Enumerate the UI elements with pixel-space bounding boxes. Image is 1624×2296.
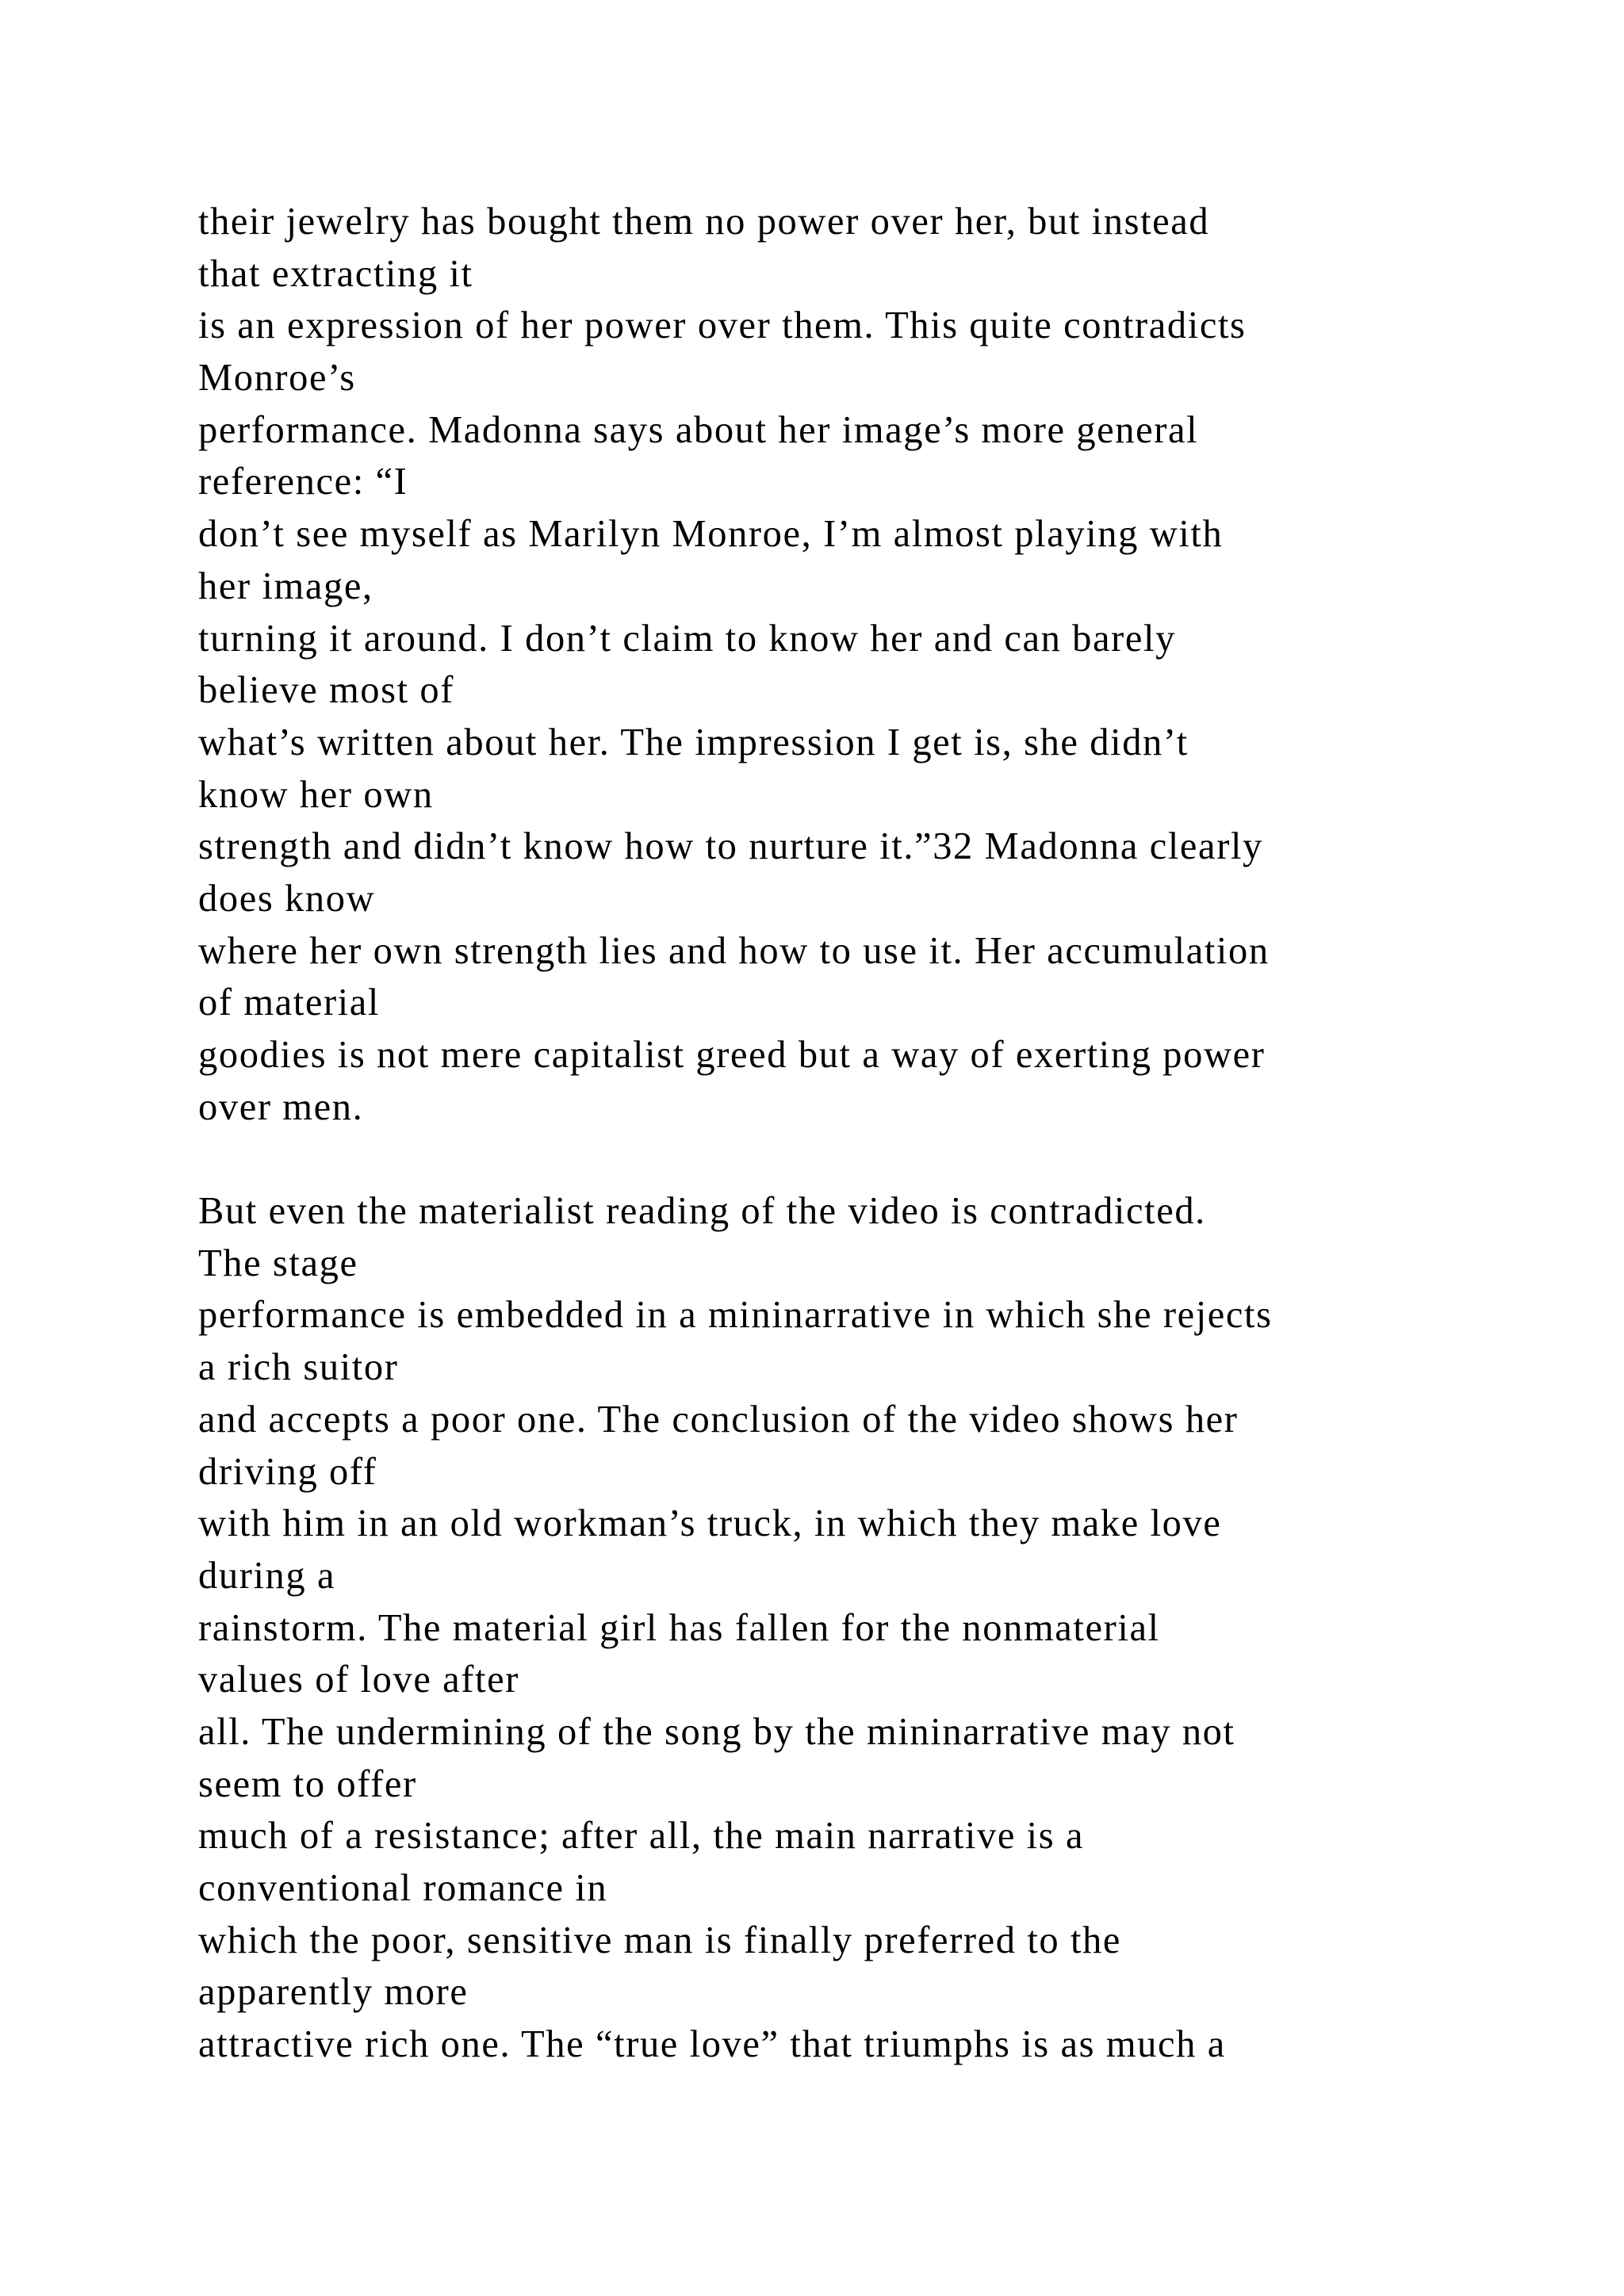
- text-line: performance. Madonna says about her image’s more general: [198, 408, 1199, 451]
- paragraph-2: [198, 1185, 1546, 2071]
- body-text: [198, 196, 1546, 2071]
- text-line: much of a resistance; after all, the main narrative is a: [198, 1815, 1085, 1858]
- text-line: where her own strength lies and how to use it. Her accumulation: [198, 929, 1270, 972]
- paragraph-break: [198, 1133, 1546, 1185]
- text-line: turning it around. I don’t claim to know her and can barely: [198, 617, 1176, 660]
- text-line: with him in an old workman’s truck, in which they make love: [198, 1502, 1222, 1545]
- paragraph-1: [198, 196, 1546, 1133]
- text-line: performance is embedded in a mininarrative in which she rejects: [198, 1294, 1273, 1337]
- text-line: don’t see myself as Marilyn Monroe, I’m almost playing with: [198, 513, 1224, 556]
- text-line: goodies is not mere capitalist greed but a way of exerting power: [198, 1034, 1266, 1076]
- text-line: all. The undermining of the song by the mininarrative may not: [198, 1710, 1235, 1753]
- text-line: believe most of: [198, 669, 455, 712]
- text-line: The stage: [198, 1242, 358, 1284]
- text-line: rainstorm. The material girl has fallen for the nonmaterial: [198, 1606, 1160, 1649]
- text-line: which the poor, sensitive man is finally preferred to the: [198, 1919, 1122, 1961]
- text-line: Monroe’s: [198, 357, 356, 400]
- text-line: seem to offer: [198, 1762, 417, 1805]
- text-line: of material: [198, 982, 381, 1024]
- text-line: But even the materialist reading of the video is contradicted.: [198, 1190, 1206, 1233]
- text-line: during a: [198, 1554, 336, 1597]
- text-line: attractive rich one. The “true love” that triumphs is as much a: [198, 2023, 1226, 2066]
- text-line: their jewelry has bought them no power over her, but instead: [198, 201, 1210, 243]
- text-line: does know: [198, 877, 376, 920]
- text-line: apparently more: [198, 1971, 469, 2014]
- text-line: that extracting it: [198, 252, 473, 295]
- text-line: over men.: [198, 1085, 364, 1128]
- text-line: a rich suitor: [198, 1346, 399, 1389]
- text-line: and accepts a poor one. The conclusion of the video shows her: [198, 1398, 1239, 1441]
- text-line: reference: “I: [198, 461, 408, 503]
- text-line: driving off: [198, 1450, 377, 1493]
- text-line: is an expression of her power over them. This quite contradicts: [198, 304, 1247, 347]
- text-line: strength and didn’t know how to nurture it.”32 Madonna clearly: [198, 825, 1263, 868]
- text-line: values of love after: [198, 1659, 520, 1701]
- text-line: conventional romance in: [198, 1867, 608, 1909]
- text-line: know her own: [198, 773, 434, 816]
- text-line: her image,: [198, 564, 373, 607]
- text-line: what’s written about her. The impression I get is, she didn’t: [198, 721, 1189, 763]
